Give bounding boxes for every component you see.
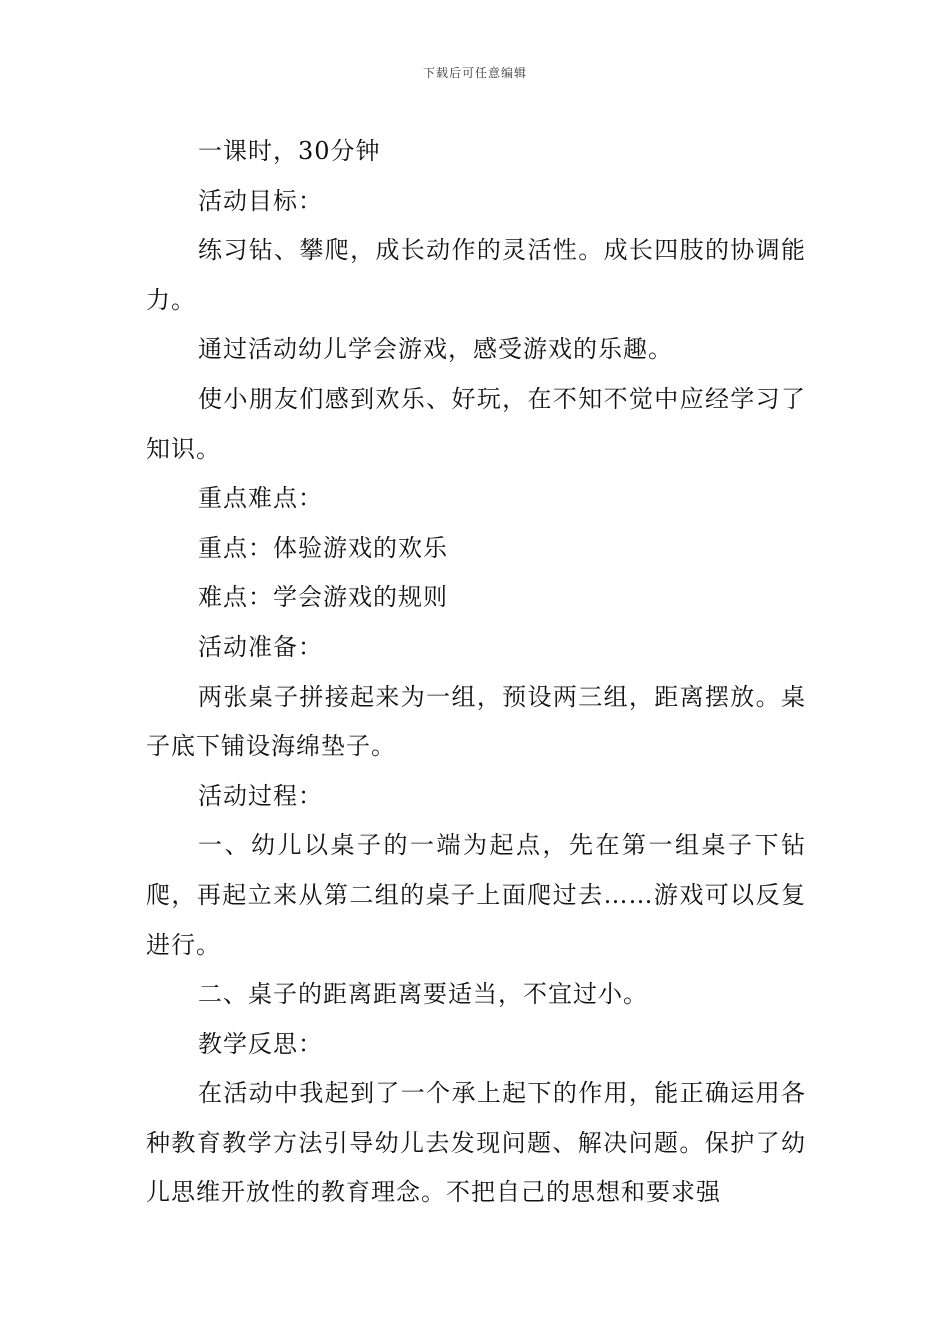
paragraph-process-2: 二、桌子的距离距离要适当，不宜过小。 xyxy=(198,980,648,1009)
paragraph-goal-2: 通过活动幼儿学会游戏，感受游戏的乐趣。 xyxy=(198,335,673,364)
paragraph-goal-1: 练习钻、攀爬，成长动作的灵活性。成长四肢的协调能力。 xyxy=(146,236,806,314)
page-header-note: 下载后可任意编辑 xyxy=(422,66,527,80)
paragraph-process-1: 一、幼儿以桌子的一端为起点，先在第一组桌子下钻爬，再起立来从第二组的桌子上面爬过去……游戏可以反复进行。 xyxy=(146,831,806,959)
paragraph-difficulty: 难点：学会游戏的规则 xyxy=(198,583,448,612)
document-body xyxy=(146,127,806,1218)
paragraph-key-point: 重点：体验游戏的欢乐 xyxy=(198,533,448,562)
paragraph-goal-3: 使小朋友们感到欢乐、好玩，在不知不觉中应经学习了知识。 xyxy=(146,384,806,463)
heading-preparation: 活动准备： xyxy=(198,632,323,661)
heading-process: 活动过程： xyxy=(198,781,323,810)
heading-activity-goals: 活动目标： xyxy=(198,186,323,215)
heading-reflection: 教学反思： xyxy=(198,1029,323,1058)
paragraph-duration: 一课时，30分钟 xyxy=(198,137,381,165)
paragraph-reflection: 在活动中我起到了一个承上起下的作用，能正确运用各种教育教学方法引导幼儿去发现问题、解决问题。保护了幼儿思维开放性的教育理念。不把自己的思想和要求强 xyxy=(146,1079,806,1207)
heading-key-points: 重点难点： xyxy=(198,484,323,513)
paragraph-preparation: 两张桌子拼接起来为一组，预设两三组，距离摆放。桌子底下铺设海绵垫子。 xyxy=(146,682,806,761)
